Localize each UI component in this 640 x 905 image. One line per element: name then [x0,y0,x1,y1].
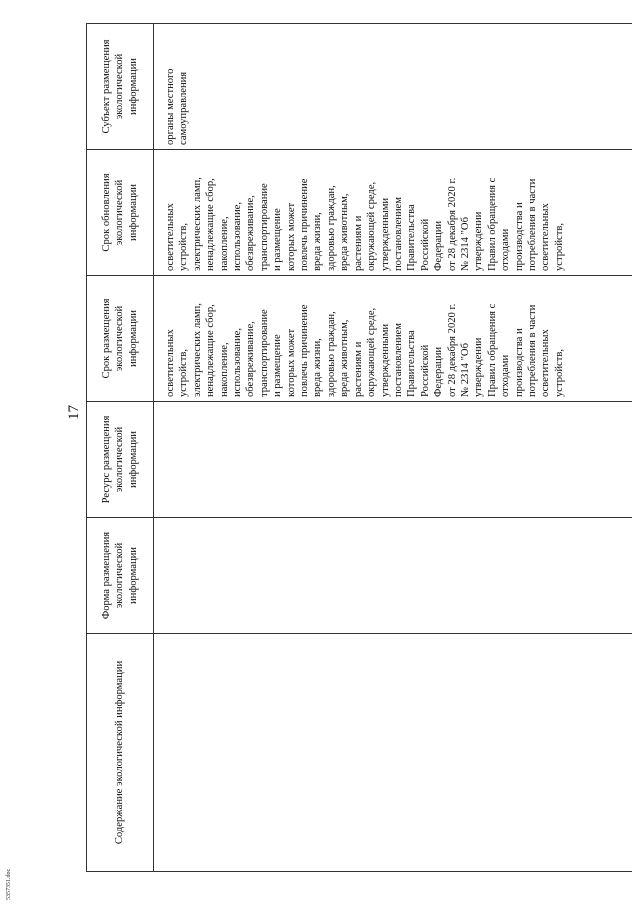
cell-form [154,518,633,634]
doc-code: 5357351.doc [6,868,12,900]
cell-update-period: осветительных устройств, электрических ламп, ненадлежащие сбор, накопление, использование, обезвреживание, транспортирование и размещение которых может повлечь причинение вреда жизни, здоровью граждан, вреда животным, растениям и окружающей среде, утвержденными постановлением Правительства Российской Федерации от 28 декабря 2020 г. № 2314 "Об утверждении Правил обращения с отходами производства и потребления в части осветительных устройств, [154,150,633,276]
cell-subject: органы местного самоуправления [154,24,633,150]
environmental-info-table [86,23,632,872]
cell-resource [154,402,633,518]
header-resource: Ресурс размещения экологической информации [87,402,154,518]
table-header-row [87,24,154,872]
header-content: Содержание экологической информации [87,634,154,872]
rotated-table-container [86,24,634,872]
header-placement-period: Срок размещения экологической информации [87,276,154,402]
table-row [154,24,633,872]
page-number: 17 [66,405,82,420]
cell-placement-period: осветительных устройств, электрических ламп, ненадлежащие сбор, накопление, использование, обезвреживание, транспортирование и размещение которых может повлечь причинение вреда жизни, здоровью граждан, вреда животным, растениям и окружающей среде, утвержденными постановлением Правительства Российской Федерации от 28 декабря 2020 г. № 2314 "Об утверждении Правил обращения с отходами производства и потребления в части осветительных устройств, [154,276,633,402]
cell-content [154,634,633,872]
header-subject: Субъект размещения экологической информации [87,24,154,150]
header-update-period: Срок обновления экологической информации [87,150,154,276]
header-form: Форма размещения экологической информации [87,518,154,634]
